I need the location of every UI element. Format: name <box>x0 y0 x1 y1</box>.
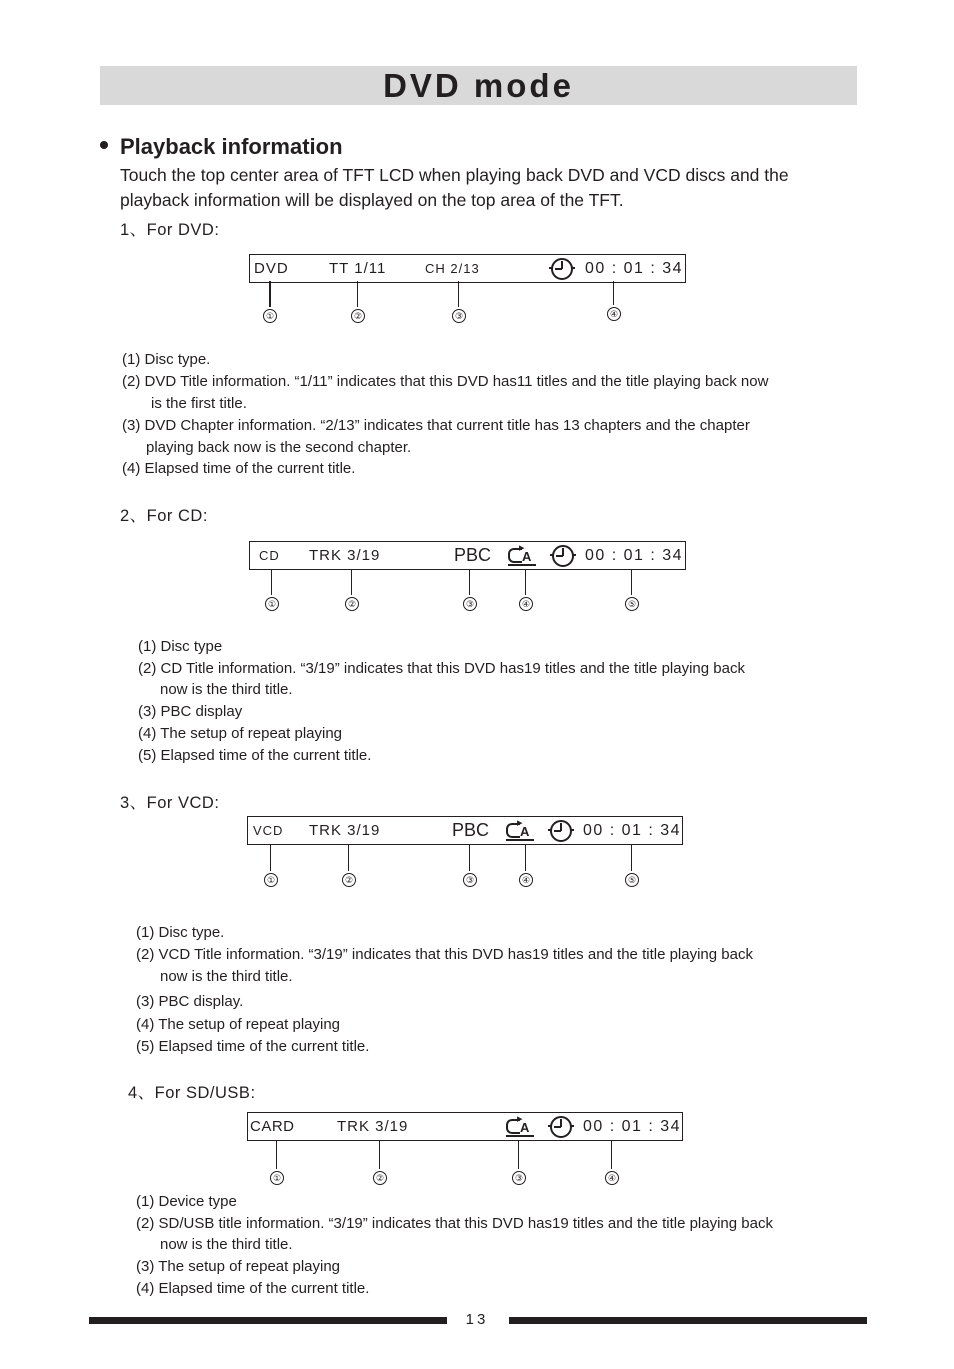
cd-marker-5: ⑤ <box>625 597 639 611</box>
sdusb-pointer-2 <box>379 1140 380 1169</box>
dvd-elapsed-time: 00 : 01 : 34 <box>585 260 684 277</box>
section-heading-text: Playback information <box>120 134 343 159</box>
dvd-pointer-4 <box>613 281 614 305</box>
dvd-display-box <box>249 254 686 283</box>
cd-item-2-cont: now is the third title. <box>160 681 293 698</box>
vcd-pointer-5 <box>631 844 632 871</box>
section-heading <box>100 134 343 160</box>
sdusb-marker-2: ② <box>373 1171 387 1185</box>
cd-item-2: (2) CD Title information. “3/19” indicates that this DVD has19 titles and the title playing back <box>138 660 745 677</box>
cd-track-info: TRK 3/19 <box>309 547 381 564</box>
vcd-track-info: TRK 3/19 <box>309 822 381 839</box>
cd-item-5: (5) Elapsed time of the current title. <box>138 747 372 764</box>
sdusb-track-info: TRK 3/19 <box>337 1118 409 1135</box>
vcd-pointer-3 <box>469 844 470 871</box>
vcd-item-5: (5) Elapsed time of the current title. <box>136 1038 370 1055</box>
sdusb-item-2: (2) SD/USB title information. “3/19” indicates that this DVD has19 titles and the title playing back <box>136 1215 773 1232</box>
cd-elapsed-time: 00 : 01 : 34 <box>585 547 684 564</box>
vcd-marker-2: ② <box>342 873 356 887</box>
cd-marker-1: ① <box>265 597 279 611</box>
dvd-marker-3: ③ <box>452 309 466 323</box>
sdusb-item-4: (4) Elapsed time of the current title. <box>136 1280 370 1297</box>
sdusb-pointer-4 <box>611 1140 612 1169</box>
repeat-icon: ▸ A <box>506 1115 534 1137</box>
cd-label: 2、For CD: <box>120 507 208 525</box>
cd-item-1: (1) Disc type <box>138 638 223 655</box>
sdusb-marker-1: ① <box>270 1171 284 1185</box>
dvd-label: 1、For DVD: <box>120 221 220 239</box>
page-title: DVD mode <box>383 67 574 104</box>
clock-icon <box>550 820 572 842</box>
sdusb-marker-4: ④ <box>605 1171 619 1185</box>
cd-pointer-1 <box>271 569 272 595</box>
page-number: 13 <box>465 1311 489 1328</box>
cd-item-4: (4) The setup of repeat playing <box>138 725 343 742</box>
vcd-pointer-2 <box>348 844 349 871</box>
cd-item-3: (3) PBC display <box>138 703 243 720</box>
sdusb-pointer-1 <box>276 1140 277 1169</box>
dvd-chapter-info: CH 2/13 <box>425 261 480 276</box>
cd-pointer-3 <box>469 569 470 595</box>
sdusb-item-2-cont: now is the third title. <box>160 1236 293 1253</box>
dvd-item-2-cont: is the first title. <box>151 395 247 412</box>
cd-marker-4: ④ <box>519 597 533 611</box>
sdusb-item-3: (3) The setup of repeat playing <box>136 1258 341 1275</box>
vcd-marker-3: ③ <box>463 873 477 887</box>
sdusb-pointer-3 <box>518 1140 519 1169</box>
dvd-item-3-cont: playing back now is the second chapter. <box>146 439 412 456</box>
bullet-icon <box>100 141 108 149</box>
clock-icon <box>551 258 573 280</box>
vcd-disc-type: VCD <box>253 823 284 838</box>
cd-marker-3: ③ <box>463 597 477 611</box>
cd-marker-2: ② <box>345 597 359 611</box>
sdusb-elapsed-time: 00 : 01 : 34 <box>583 1118 682 1135</box>
dvd-item-2: (2) DVD Title information. “1/11” indicates that this DVD has11 titles and the title playing back now <box>122 373 769 390</box>
clock-icon <box>550 1116 572 1138</box>
dvd-pointer-3 <box>458 281 459 307</box>
vcd-marker-1: ① <box>264 873 278 887</box>
vcd-item-3: (3) PBC display. <box>136 993 244 1010</box>
cd-pointer-4 <box>525 569 526 595</box>
sdusb-item-1: (1) Device type <box>136 1193 237 1210</box>
cd-pointer-2 <box>351 569 352 595</box>
sdusb-device-type: CARD <box>250 1118 295 1135</box>
repeat-icon: ▸ A <box>506 819 534 841</box>
dvd-item-3: (3) DVD Chapter information. “2/13” indicates that current title has 13 chapters and the chapter <box>122 417 750 434</box>
vcd-item-2: (2) VCD Title information. “3/19” indicates that this DVD has19 titles and the title playing back <box>136 946 753 963</box>
vcd-display-box <box>247 816 683 845</box>
clock-icon <box>552 545 574 567</box>
sdusb-display-box <box>247 1112 683 1141</box>
cd-display-box <box>249 541 686 570</box>
vcd-label: 3、For VCD: <box>120 794 220 812</box>
vcd-marker-5: ⑤ <box>625 873 639 887</box>
cd-disc-type: CD <box>259 548 280 563</box>
sdusb-label: 4、For SD/USB: <box>128 1084 256 1102</box>
vcd-pbc: PBC <box>452 820 490 840</box>
vcd-pointer-4 <box>525 844 526 871</box>
vcd-item-4: (4) The setup of repeat playing <box>136 1016 341 1033</box>
title-bar <box>100 66 857 105</box>
dvd-marker-4: ④ <box>607 307 621 321</box>
dvd-disc-type: DVD <box>254 260 289 277</box>
sdusb-marker-3: ③ <box>512 1171 526 1185</box>
dvd-item-4: (4) Elapsed time of the current title. <box>122 460 356 477</box>
cd-pbc: PBC <box>454 545 492 565</box>
vcd-elapsed-time: 00 : 01 : 34 <box>583 822 682 839</box>
intro-line-1: Touch the top center area of TFT LCD when playing back DVD and VCD discs and the <box>120 165 789 185</box>
vcd-item-1: (1) Disc type. <box>136 924 225 941</box>
dvd-item-1: (1) Disc type. <box>122 351 211 368</box>
intro-line-2: playback information will be displayed on the top area of the TFT. <box>120 190 624 210</box>
dvd-marker-1: ① <box>263 309 277 323</box>
vcd-item-2-cont: now is the third title. <box>160 968 293 985</box>
vcd-pointer-1 <box>270 844 271 871</box>
dvd-title-info: TT 1/11 <box>329 260 387 277</box>
dvd-pointer-1 <box>269 281 271 307</box>
repeat-icon: ▸ A <box>508 544 536 566</box>
vcd-marker-4: ④ <box>519 873 533 887</box>
dvd-marker-2: ② <box>351 309 365 323</box>
dvd-pointer-2 <box>357 281 358 307</box>
cd-pointer-5 <box>631 569 632 595</box>
